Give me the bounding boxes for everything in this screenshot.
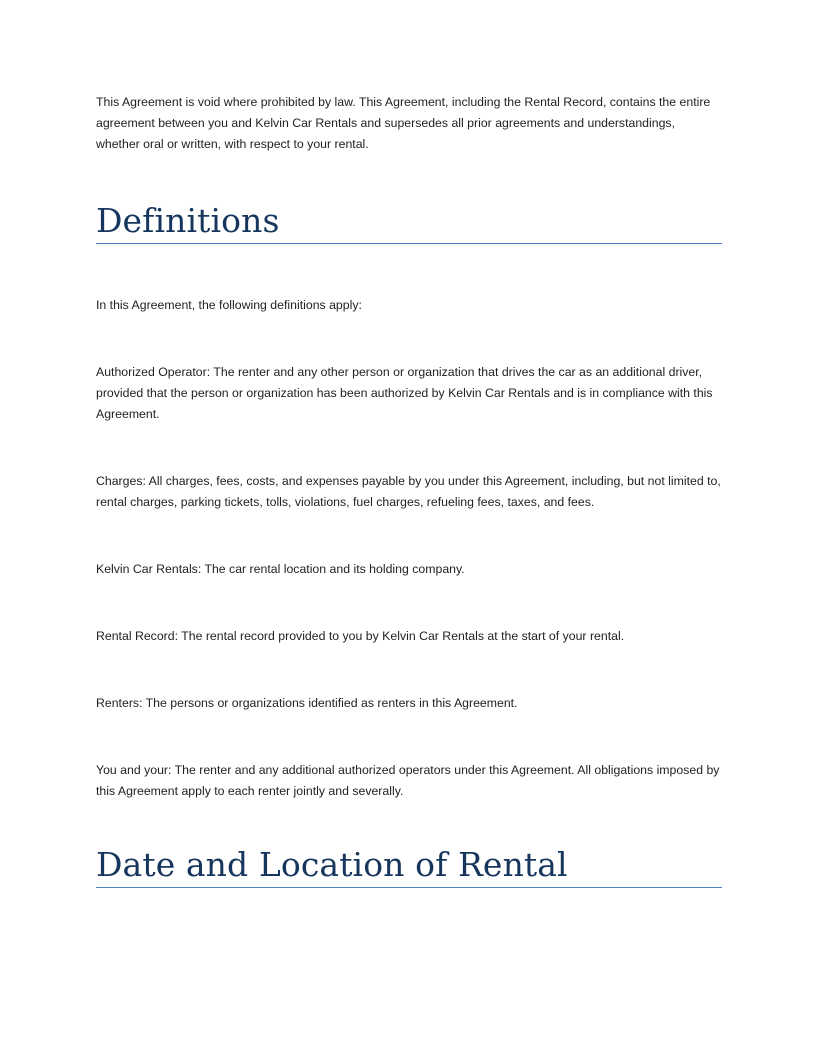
definitions-heading: Definitions xyxy=(96,201,280,240)
definition-rental-record: Rental Record: The rental record provided to you by Kelvin Car Rentals at the start of your rental. xyxy=(96,629,625,643)
date-location-heading: Date and Location of Rental xyxy=(96,845,568,884)
document-page xyxy=(96,92,722,888)
definition-renters: Renters: The persons or organizations identified as renters in this Agreement. xyxy=(96,696,518,710)
intro-paragraph: This Agreement is void where prohibited by law. This Agreement, including the Rental Record, contains the entire agreement between you and Kelvin Car Rentals and supersedes all prior agreements and understandings, whether oral or written, with respect to your rental. xyxy=(96,95,711,151)
definitions-lead-paragraph: In this Agreement, the following definitions apply: xyxy=(96,298,362,312)
definition-you-and-your: You and your: The renter and any additional authorized operators under this Agreement. All obligations imposed by this Agreement apply to each renter jointly and severally. xyxy=(96,763,720,798)
definition-authorized-operator: Authorized Operator: The renter and any other person or organization that drives the car as an additional driver, provided that the person or organization has been authorized by Kelvin Car Rentals and is in compliance with this Agreement. xyxy=(96,365,713,421)
definitions-heading-block xyxy=(96,201,722,244)
definition-charges: Charges: All charges, fees, costs, and expenses payable by you under this Agreement, including, but not limited to, rental charges, parking tickets, tolls, violations, fuel charges, refueling fees, taxes, and fees. xyxy=(96,474,721,509)
definition-kelvin-car-rentals: Kelvin Car Rentals: The car rental location and its holding company. xyxy=(96,562,465,576)
date-location-heading-block xyxy=(96,845,722,888)
